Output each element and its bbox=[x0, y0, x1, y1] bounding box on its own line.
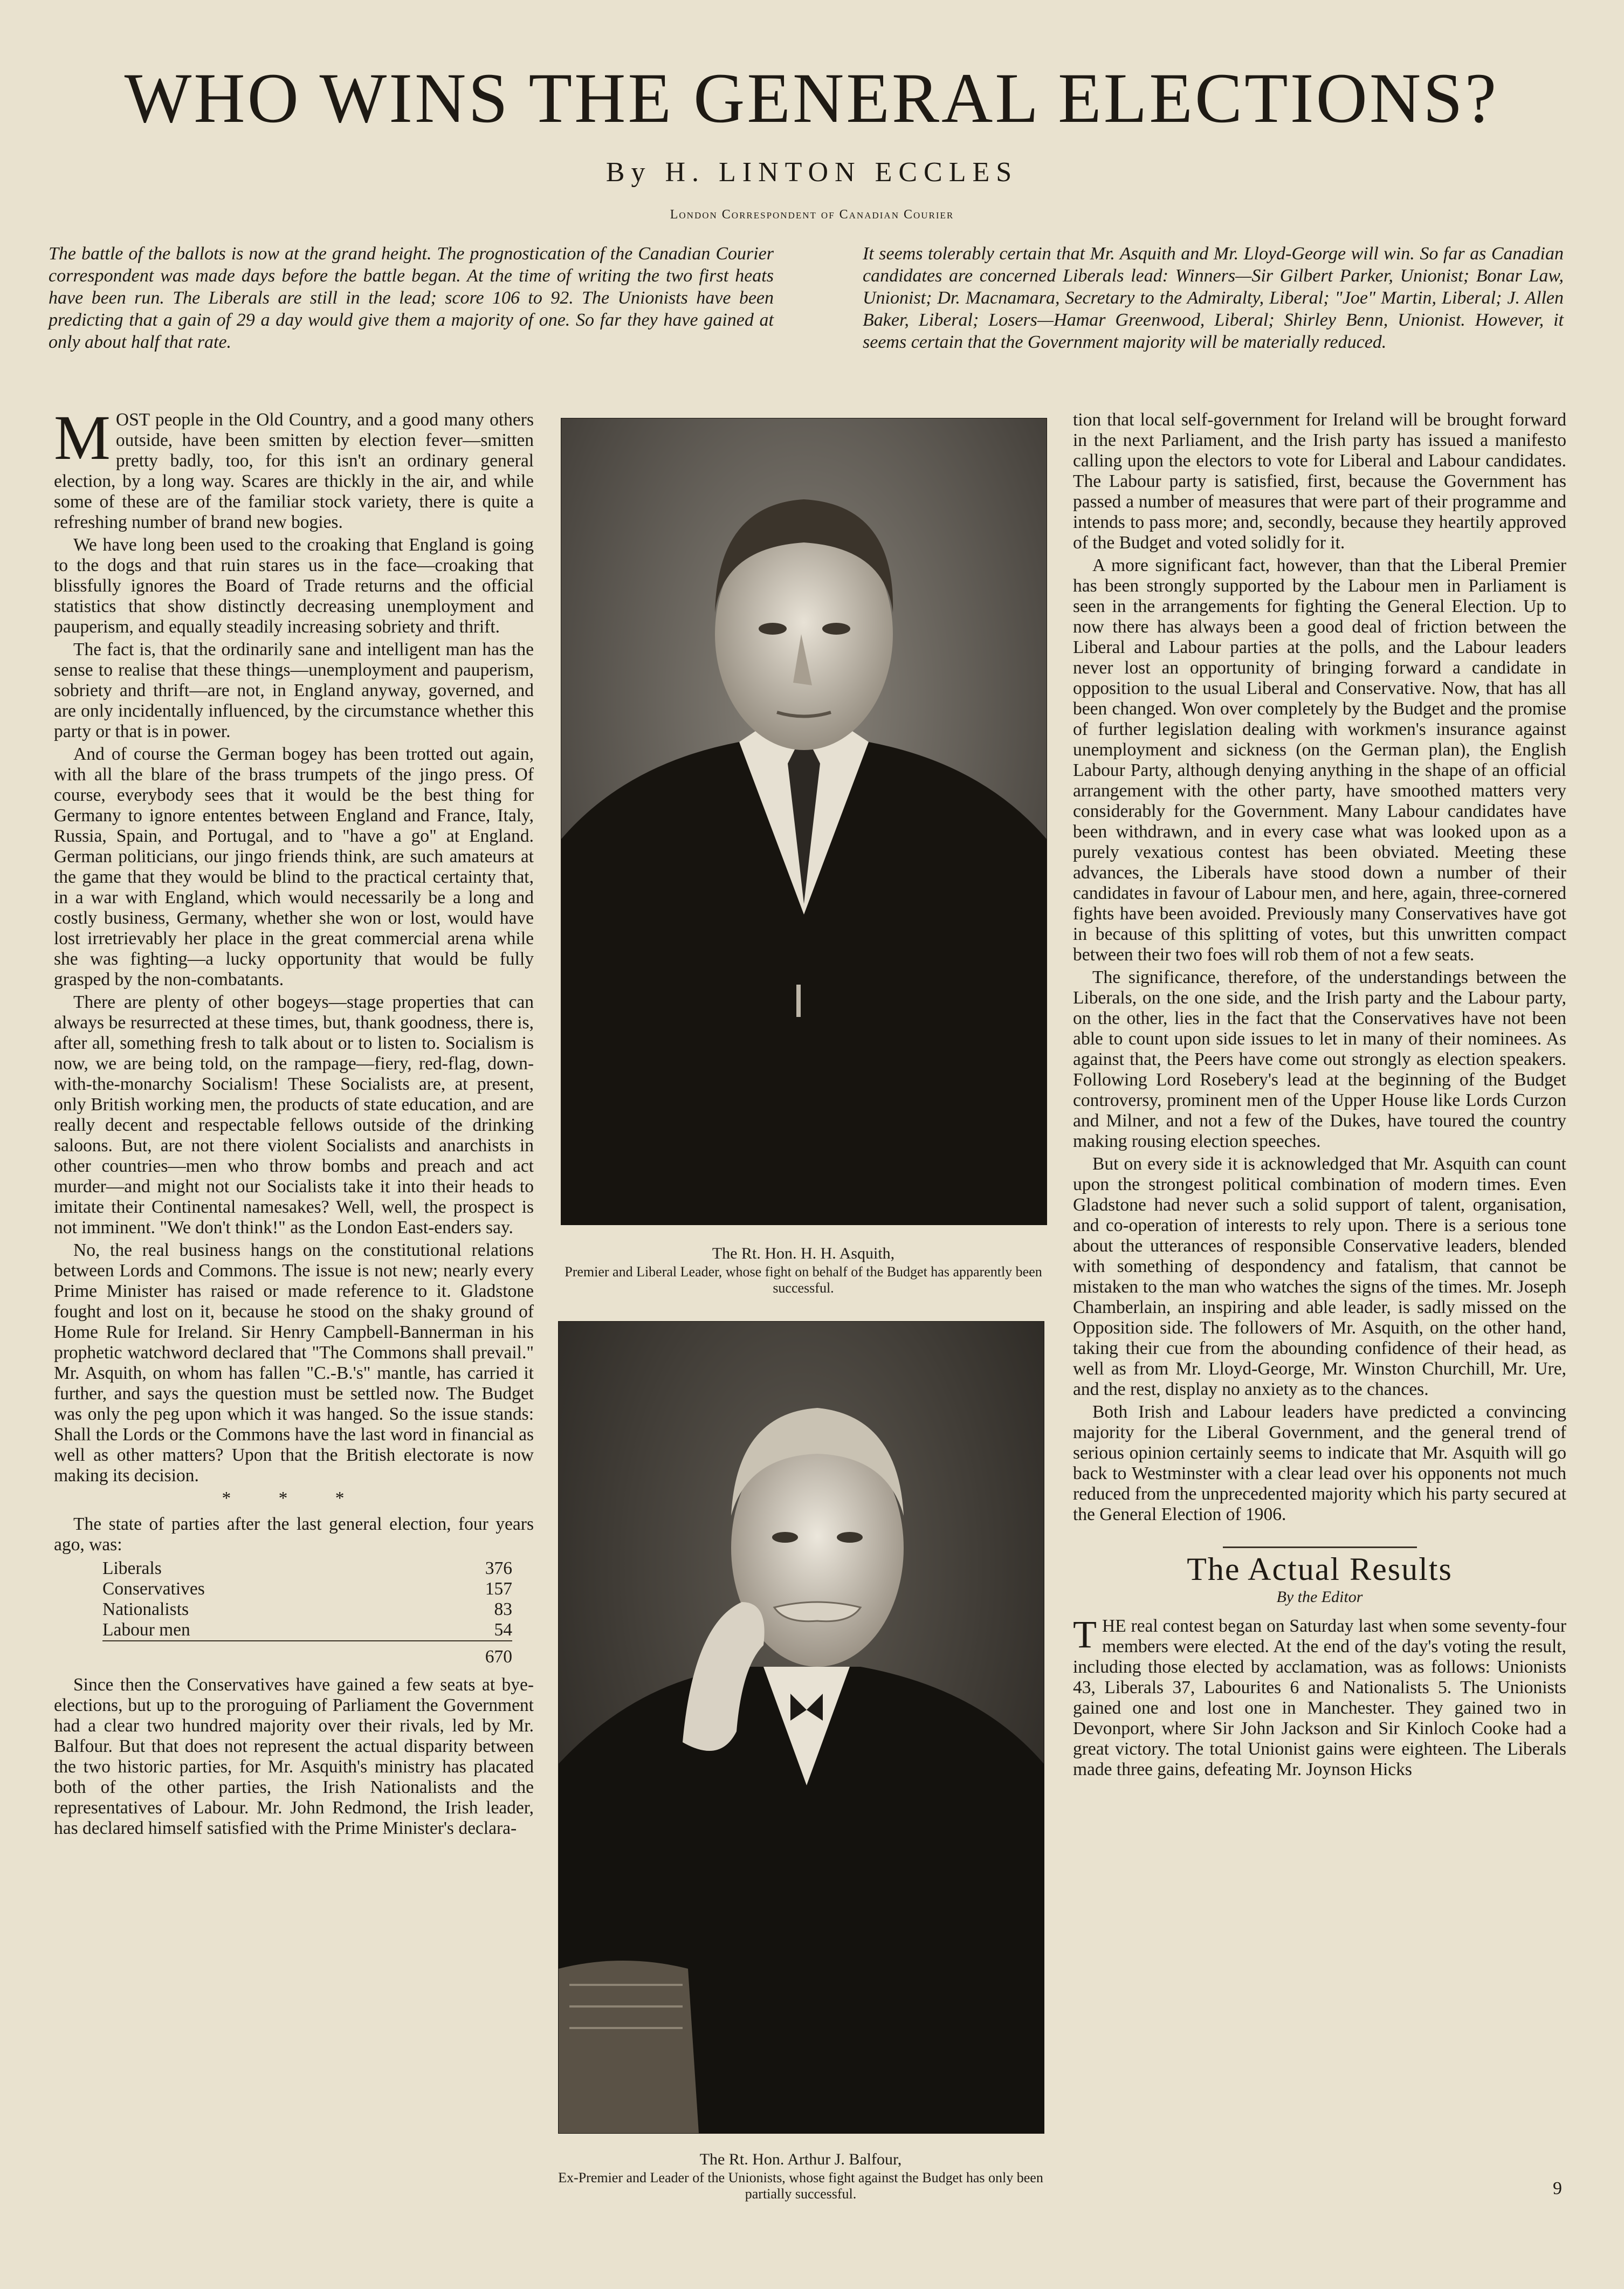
paragraph: Since then the Conservatives have gained a few seats at bye-elections, but up to the proroguing of Parliament the Government had a clear two hundred majority over their rivals, led by Mr. Balfour. But that does not represent the actual disparity between the two historic parties, for Mr. Asquith's ministry has placated both of the other parties, the Irish Nationalists and the representatives of Labour. Mr. John Redmond, the Irish leader, has declared himself satisfied with the Prime Minister's declara- bbox=[54, 1675, 534, 1838]
party-name: Nationalists bbox=[102, 1599, 189, 1619]
table-row bbox=[102, 1579, 512, 1599]
balfour-caption bbox=[558, 2151, 1043, 2202]
paragraph: We have long been used to the croaking that England is going to the dogs and that ruin stares us in the face—croaking that blissfully ignores the Board of Trade returns and the official statistics that show distinctly decreasing unemployment and pauperism, and equally steadily increasing sobriety and thrift. bbox=[54, 535, 534, 637]
table-total-row bbox=[102, 1641, 512, 1667]
asquith-caption bbox=[561, 1246, 1046, 1296]
paragraph: Both Irish and Labour leaders have predicted a convincing majority for the Liberal Government, and the general trend of serious opinion certainly seems to indicate that Mr. Asquith will go back to Westminster with a clear lead over his opponents not much reduced from the unprecedented majority which his party secured at the General Election of 1906. bbox=[1073, 1402, 1566, 1524]
paragraph: No, the real business hangs on the constitutional relations between Lords and Commons. The issue is not new; nearly every Prime Minister has raised or made reference to it. Gladstone fought and lost on it, because he stood on the shaky ground of Home Rule for Ireland. Sir Henry Campbell-Bannerman in his prophetic watchword declared that "The Commons shall prevail." Mr. Asquith, on whom has fallen "C.-B.'s" mantle, has carried it further, and says the question must be settled now. The Budget was only the peg upon which it was hanged. So the issue stands: Shall the Lords or the Commons have the last word in financial as well as other matters? Upon that the British electorate is now making its decision. bbox=[54, 1240, 534, 1486]
section-break: * * * bbox=[222, 1488, 366, 1508]
party-seats: 83 bbox=[494, 1599, 512, 1619]
paragraph: The significance, therefore, of the understandings between the Liberals, on the one side, and the Irish party and the Labour party, on the other, lies in the fact that the Conservatives have not been able to count upon side issues to let in many of their nominees. As against that, the Peers have come out strongly as election speakers. Following Lord Rosebery's lead at the beginning of the Budget controversy, prominent men of the Upper House like Lords Curzon and Milner, and not a few of the Dukes, have toured the country making rousing election speeches. bbox=[1073, 967, 1566, 1151]
party-seats: 157 bbox=[485, 1579, 512, 1599]
drop-cap: M bbox=[54, 402, 111, 473]
headline: WHO WINS THE GENERAL ELECTIONS? bbox=[124, 58, 1499, 138]
intro-left: The battle of the ballots is now at the grand height. The prognostication of the Canadian Courier correspondent was made days before the battle began. At the time of writing the two first heats have been run. The Liberals are still in the lead; score 106 to 92. The Unionists have been predicting that a gain of 29 a day would give them a majority of one. So far they have gained at only about half that rate. bbox=[49, 244, 774, 352]
drop-cap: T bbox=[1073, 1613, 1097, 1656]
paragraph: The state of parties after the last general election, four years ago, was: bbox=[54, 1514, 534, 1555]
table-row bbox=[102, 1599, 512, 1620]
paragraph: But on every side it is acknowledged that Mr. Asquith can count upon the strongest political combination of modern times. Even Gladstone had never such a solid support of talent, organisation, and co-operation of interests to rely upon. There is a serious tone about the utterances of responsible Conservative leaders, blended with something of despondency and fatalism, that cannot be mistaken to the man who watches the signs of the times. Mr. Joseph Chamberlain, an inspiring and able leader, is sadly missed on the Opposition side. The followers of Mr. Asquith, on the other hand, taking their cue from the abounding confidence of their head, as well as from Mr. Lloyd-George, Mr. Winston Churchill, Mr. Ure, and the rest, display no anxiety as to the chances. bbox=[1073, 1154, 1566, 1399]
byline: By H. LINTON ECCLES bbox=[605, 157, 1019, 188]
asquith-portrait-photo bbox=[561, 418, 1047, 1225]
portrait-image bbox=[559, 1322, 1044, 2133]
table-row bbox=[102, 1620, 512, 1641]
party-seats: 376 bbox=[485, 1558, 512, 1578]
article-column-3 bbox=[1073, 410, 1566, 1782]
correspondent-line: London Correspondent of Canadian Courier bbox=[670, 208, 954, 222]
paragraph bbox=[1073, 1613, 1566, 1780]
paragraph: And of course the German bogey has been trotted out again, with all the blare of the brass trumpets of the jingo press. Of course, everybody sees that it would be the best thing for Germany to ignore ententes between England and France, Italy, Russia, Spain, and Portugal, and to "have a go" at England. German politicians, our jingo friends think, are such amateurs at the game that they would be blind to the practical certainty that, in a war with England, which would necessarily be a long and costly business, Germany, whether she won or lost, would have lost irretrievably her place in the great commercial arena while she was fighting—a lucky opportunity that would be fully grasped by the non-combatants. bbox=[54, 744, 534, 989]
section-title: The Actual Results bbox=[1187, 1551, 1453, 1587]
section-byline: By the Editor bbox=[1276, 1588, 1363, 1606]
party-name: Labour men bbox=[102, 1620, 190, 1640]
paragraph: tion that local self-government for Ireland will be brought forward in the next Parliament, and the Irish party has issued a manifesto calling upon the electors to vote for Liberal and Labour candidates. The Labour party is satisfied, first, because the Government has passed a number of measures that were part of their programme and intends to pass more; and, secondly, because they heartily approved of the Budget and voted solidly for it. bbox=[1073, 410, 1566, 553]
party-state-table bbox=[102, 1558, 512, 1667]
total-spacer bbox=[102, 1641, 426, 1667]
caption-title: The Rt. Hon. H. H. Asquith, bbox=[712, 1245, 895, 1262]
page-number: 9 bbox=[1553, 2178, 1562, 2198]
caption-title: The Rt. Hon. Arthur J. Balfour, bbox=[699, 2150, 902, 2168]
paragraph: There are plenty of other bogeys—stage properties that can always be resurrected at these times, but, thank goodness, there is, after all, something fresh to talk about or to listen to. Socialism is now, we are being told, on the rampage—fiery, red-flag, down-with-the-monarchy Socialism! These Socialists are, at present, only British working men, the products of state education, and are really decent and respectable fellows outside of the drinking saloons. But, are not there violent Socialists and anarchists in other countries—men who throw bombs and preach and act murder—and might not our Socialists take it into their heads to imitate their Continental namesakes? Well, well, the prospect is not imminent. "We don't think!" as the London East-enders say. bbox=[54, 992, 534, 1238]
paragraph bbox=[54, 402, 534, 533]
party-seats: 54 bbox=[494, 1620, 512, 1640]
paragraph: A more significant fact, however, than that the Liberal Premier has been strongly supported by the Labour men in Parliament is seen in the arrangements for fighting the General Election. Up to now there has always been a good deal of friction between the Liberal and Labour parties at the polls, and the Labour leaders never lost an opportunity of bringing forward a candidate in opposition to the usual Liberal and Conservative. Now, that has all been changed. Won over completely by the Budget and the promise of further legislation dealing with workmen's insurance against unemployment and sickness (on the German plan), the English Labour Party, although denying anything in the shape of an official arrangement with the other party, have smoothed matters very considerably for the Government. Many Labour candidates have been withdrawn, and in every case what was looked upon as a purely vexatious contest has been obviated. Meeting these advances, the Liberals have stood down a number of their candidates in favour of Labour men, and here, again, three-cornered fights have been avoided. Previously many Conservatives have got in because of this splitting of votes, but this unwritten compact between their two foes will rob them of not a few seats. bbox=[1073, 555, 1566, 965]
party-name: Liberals bbox=[102, 1558, 162, 1578]
total-seats: 670 bbox=[426, 1641, 512, 1667]
table-row bbox=[102, 1558, 512, 1579]
paragraph: The fact is, that the ordinarily sane and intelligent man has the sense to realise that these things—unemployment and pauperism, sobriety and thrift—are not, in England anyway, governed, and are only incidentally influenced, by the circumstance whether this party or that is in power. bbox=[54, 640, 534, 741]
caption-text: Ex-Premier and Leader of the Unionists, whose fight against the Budget has only been partially successful. bbox=[558, 2170, 1043, 2202]
paragraph-text: OST people in the Old Country, and a good many others outside, have been smitten by election fever—smitten pretty badly, too, for this isn't an ordinary general election, by a long way. Scares are thickly in the air, and while some of these are of the familiar stock variety, there is quite a refreshing number of brand new bogies. bbox=[54, 410, 534, 532]
paragraph-text: HE real contest began on Saturday last when some seventy-four members were elected. At the end of the day's voting the result, including those elected by acclamation, was as follows: Unionists 43, Liberals 37, Labourites 6 and Nationalists 5. The Unionists gained one and lost one in Manchester. They gained two in Devonport, where Sir John Jackson and Sir Kinloch Cooke had a great victory. The total Unionist gains were eighteen. The Liberals made three gains, defeating Mr. Joynson Hicks bbox=[1073, 1616, 1566, 1779]
caption-text: Premier and Liberal Leader, whose fight on behalf of the Budget has apparently been successful. bbox=[565, 1264, 1042, 1296]
intro-right: It seems tolerably certain that Mr. Asquith and Mr. Lloyd-George will win. So far as Canadian candidates are concerned Liberals lead: Winners—Sir Gilbert Parker, Unionist; Bonar Law, Unionist; Dr. Macnamara, Secretary to the Admiralty, Liberal; "Joe" Martin, Liberal; J. Allen Baker, Liberal; Losers—Hamar Greenwood, Liberal; Shirley Benn, Unionist. However, it seems certain that the Government majority will be materially reduced. bbox=[863, 244, 1564, 352]
balfour-portrait-photo bbox=[558, 1321, 1044, 2134]
party-name: Conservatives bbox=[102, 1579, 205, 1599]
article-column-1 bbox=[54, 402, 534, 1841]
portrait-image bbox=[561, 418, 1047, 1225]
divider bbox=[1223, 1546, 1417, 1548]
